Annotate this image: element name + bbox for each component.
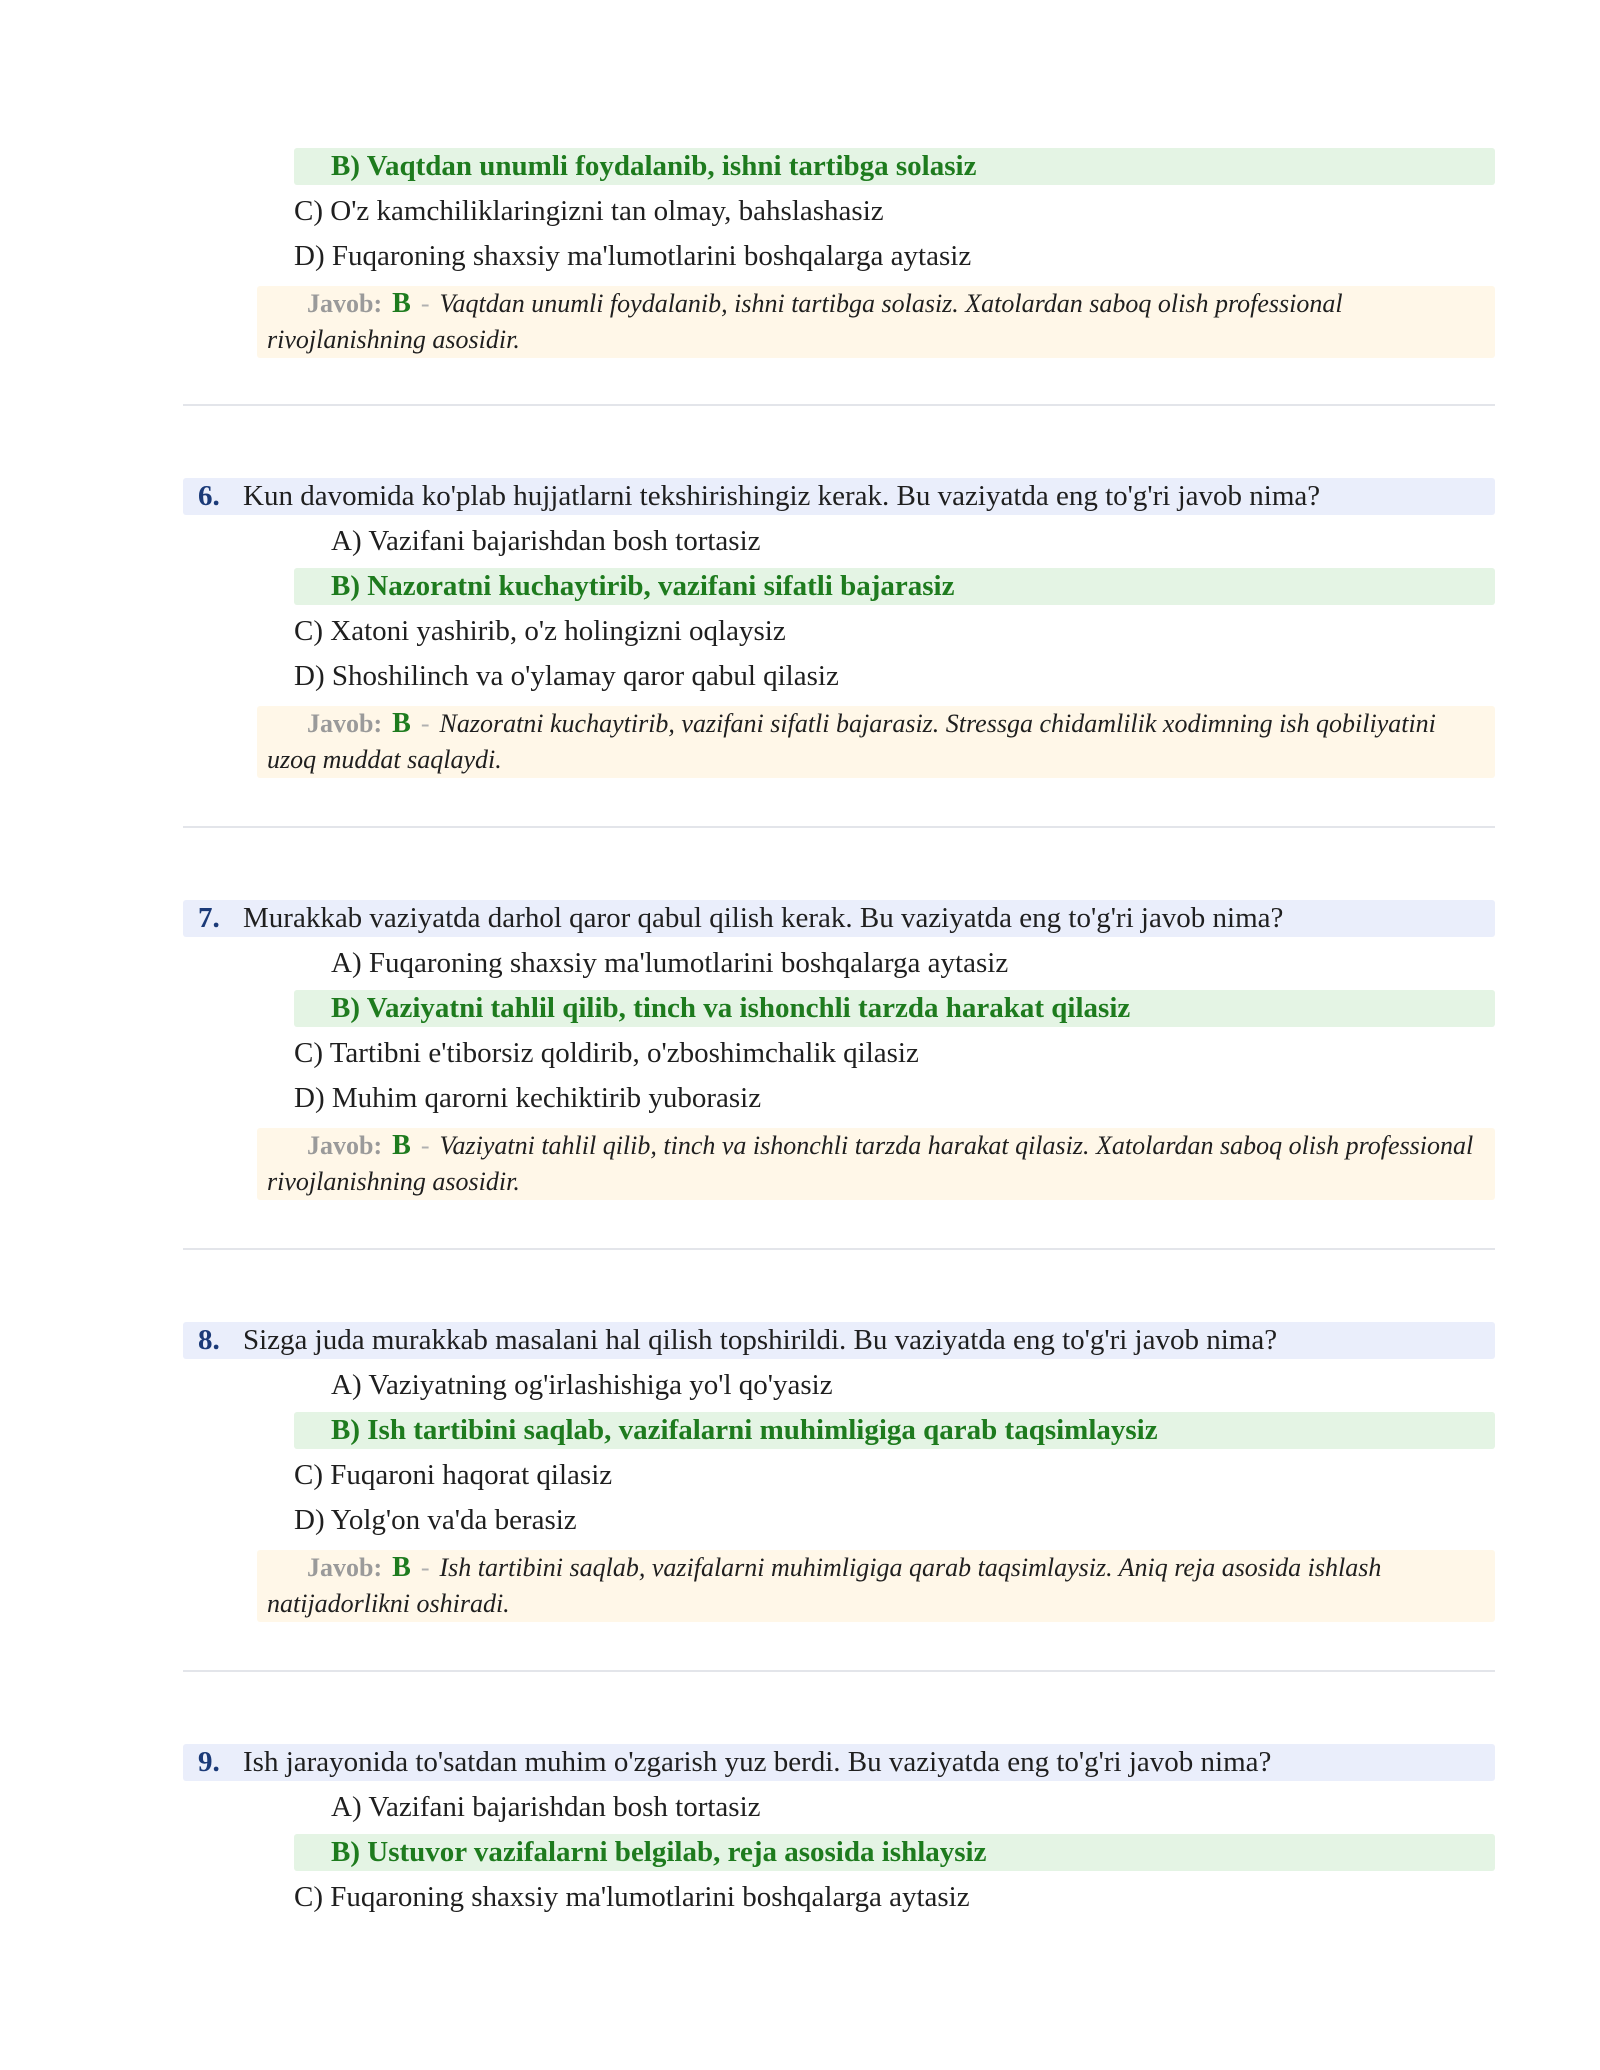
answer-dash: - bbox=[420, 289, 430, 318]
question-line bbox=[183, 1322, 1495, 1359]
option-a: A) Vaziyatning og'irlashishiga yo'l qo'yasiz bbox=[331, 1369, 833, 1401]
correct-option: B) Vaqtdan unumli foydalanib, ishni tartibga solasiz bbox=[294, 148, 1495, 185]
answer-dash: - bbox=[420, 1553, 430, 1582]
option-c: C) Fuqaroni haqorat qilasiz bbox=[294, 1459, 613, 1491]
question-number: 8. bbox=[198, 1324, 220, 1356]
answer-explanation: Vaqtdan unumli foydalanib, ishni tartibga solasiz. Xatolardan saboq olish professional rivojlanishning asosidir. bbox=[267, 289, 1343, 354]
answer-letter: B bbox=[392, 708, 411, 739]
question-number: 6. bbox=[198, 480, 220, 512]
option-a: A) Fuqaroning shaxsiy ma'lumotlarini boshqalarga aytasiz bbox=[331, 947, 1009, 979]
answer-letter: B bbox=[392, 1130, 411, 1161]
question-text: Ish jarayonida to'satdan muhim o'zgarish yuz berdi. Bu vaziyatda eng to'g'ri javob nima? bbox=[243, 1746, 1272, 1778]
divider bbox=[183, 1670, 1495, 1672]
option-d: D) Shoshilinch va o'ylamay qaror qabul qilasiz bbox=[294, 660, 839, 692]
option-c: C) Tartibni e'tiborsiz qoldirib, o'zboshimchalik qilasiz bbox=[294, 1037, 919, 1069]
answer-label: Javob: bbox=[307, 1131, 383, 1160]
correct-option: B) Nazoratni kuchaytirib, vazifani sifatli bajarasiz bbox=[294, 568, 1495, 605]
answer-label: Javob: bbox=[307, 289, 383, 318]
divider bbox=[183, 1248, 1495, 1250]
question-number: 9. bbox=[198, 1746, 220, 1778]
answer-explanation: Ish tartibini saqlab, vazifalarni muhimligiga qarab taqsimlaysiz. Aniq reja asosida ishlash natijadorlikni oshiradi. bbox=[267, 1553, 1382, 1618]
option-d: D) Fuqaroning shaxsiy ma'lumotlarini boshqalarga aytasiz bbox=[294, 240, 972, 272]
option-d: D) Muhim qarorni kechiktirib yuborasiz bbox=[294, 1082, 762, 1114]
option-c: C) Xatoni yashirib, o'z holingizni oqlaysiz bbox=[294, 615, 786, 647]
question-text: Murakkab vaziyatda darhol qaror qabul qilish kerak. Bu vaziyatda eng to'g'ri javob nima? bbox=[243, 902, 1284, 934]
option-a: A) Vazifani bajarishdan bosh tortasiz bbox=[331, 1791, 761, 1823]
answer-label: Javob: bbox=[307, 709, 383, 738]
answer-letter: B bbox=[392, 288, 411, 319]
correct-option: B) Ish tartibini saqlab, vazifalarni muhimligiga qarab taqsimlaysiz bbox=[294, 1412, 1495, 1449]
divider bbox=[183, 404, 1495, 406]
answer-label: Javob: bbox=[307, 1553, 383, 1582]
question-number: 7. bbox=[198, 902, 220, 934]
question-text: Sizga juda murakkab masalani hal qilish topshirildi. Bu vaziyatda eng to'g'ri javob nima? bbox=[243, 1324, 1278, 1356]
answer-box bbox=[257, 706, 1495, 778]
answer-letter: B bbox=[392, 1552, 411, 1583]
divider bbox=[183, 826, 1495, 828]
answer-dash: - bbox=[420, 1131, 430, 1160]
correct-option: B) Ustuvor vazifalarni belgilab, reja asosida ishlaysiz bbox=[294, 1834, 1495, 1871]
correct-option: B) Vaziyatni tahlil qilib, tinch va ishonchli tarzda harakat qilasiz bbox=[294, 990, 1495, 1027]
answer-explanation: Nazoratni kuchaytirib, vazifani sifatli bajarasiz. Stressga chidamlilik xodimning ish qobiliyatini uzoq muddat saqlaydi. bbox=[267, 709, 1436, 774]
question-line bbox=[183, 900, 1495, 937]
option-c: C) O'z kamchiliklaringizni tan olmay, bahslashasiz bbox=[294, 195, 884, 227]
question-line bbox=[183, 1744, 1495, 1781]
answer-box bbox=[257, 1550, 1495, 1622]
question-text: Kun davomida ko'plab hujjatlarni tekshirishingiz kerak. Bu vaziyatda eng to'g'ri javob nima? bbox=[243, 480, 1321, 512]
option-a: A) Vazifani bajarishdan bosh tortasiz bbox=[331, 525, 761, 557]
answer-box bbox=[257, 286, 1495, 358]
option-c: C) Fuqaroning shaxsiy ma'lumotlarini boshqalarga aytasiz bbox=[294, 1881, 970, 1913]
answer-dash: - bbox=[420, 709, 430, 738]
answer-explanation: Vaziyatni tahlil qilib, tinch va ishonchli tarzda harakat qilasiz. Xatolardan saboq olish professional rivojlanishning asosidir. bbox=[267, 1131, 1474, 1196]
question-line bbox=[183, 478, 1495, 515]
answer-box bbox=[257, 1128, 1495, 1200]
option-d: D) Yolg'on va'da berasiz bbox=[294, 1504, 577, 1536]
